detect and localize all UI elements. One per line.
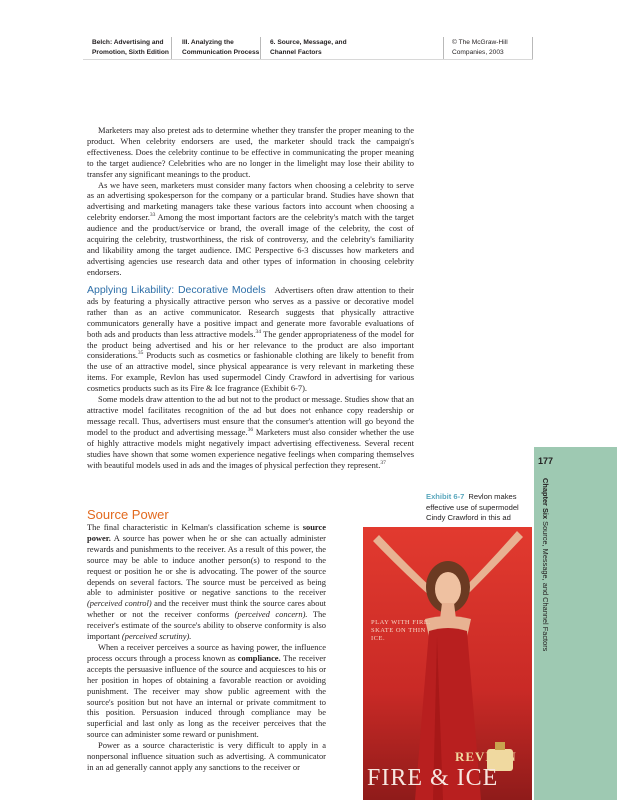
header-part: III. Analyzing the Communication Process <box>182 39 260 56</box>
footnote-ref: 34 <box>255 328 261 335</box>
body-top <box>87 125 414 278</box>
header-book: Belch: Advertising and Promotion, Sixth Edition <box>92 39 169 56</box>
ad-product: FIRE & ICE <box>367 765 499 791</box>
ad-tagline: PLAY WITH FIRE. SKATE ON THIN ICE. <box>371 619 431 642</box>
body-decorative-models <box>87 285 414 470</box>
footnote-ref: 37 <box>380 459 386 466</box>
header-copyright: © The McGraw-Hill Companies, 2003 <box>452 39 508 56</box>
header-divider <box>171 37 172 59</box>
exhibit-label: Exhibit 6-7 <box>426 492 465 501</box>
header-divider <box>443 37 444 59</box>
footnote-ref: 35 <box>137 350 144 357</box>
paragraph: Applying Likability: Decorative Models Advertisers often draw attention to their ads by featuring a physically attractive person who serves as a passive or decorative model rather than as an active communicator. Research suggests that physically attractive communicators generally have a positive impact and generate more favorable evaluations of both ads and products than less attractive models.$^{34}$ The gender appropriateness of the model for the product being advertised and his or her relevance to the product are also important considerations.$^{35}$ Products such as cosmetics or fashionable clothing are likely to benefit from the use of an attractive model, since physical appearance is very relevant in marketing these items. For example, Revlon has used supermodel Cindy Crawford in advertising for various cosmetics products such as its Fire & Ice fragrance (Exhibit 6-7). <box>87 284 414 394</box>
paragraph: The final characteristic in Kelman's classification scheme is source power. A source has power when he or she can actually administer rewards and punishments to the receiver. As a result of this power, the source may be able to induce another person(s) to respond to the request or position he or she is advocating. The power of the source depends on several factors. The source must be perceived as being able to administer positive or negative sanctions to the receiver (perceived control) and the receiver must think the source cares about whether or not the receiver conforms (perceived concern). The receiver's estimate of the source's ability to observe conformity is also important (perceived scrutiny). <box>87 522 327 642</box>
header-divider <box>260 37 261 59</box>
paragraph: As we have seen, marketers must consider many factors when choosing a celebrity to serve as an advertising spokesperson for the company or a particular brand. Studies have shown that advertising and marketing managers take these various factors into account when choosing a celebrity endorser.$^{33}$ Among the most important factors are the celebrity's match with the target audience and the product/service or brand, the overall image of the celebrity, the cost of acquiring the celebrity, trustworthiness, the risk of controversy, and the celebrity's familiarity and likability among the target audience. IMC Perspective 6-3 discusses how marketers and advertising agencies use research data and other types of information in choosing celebrity endorsers. <box>87 179 414 277</box>
paragraph: When a receiver perceives a source as having power, the influence process occurs through a process known as compliance. The receiver accepts the persuasive influence of the source and acquiesces to his or her position in hopes of obtaining a favorable reaction or avoiding punishment. The receiver may show public agreement with the source's position but not have an internal or private commitment to this position. Persuasion induced through compliance may be superficial and last only as long as the receiver perceives that the source can administer some reward or punishment. <box>87 641 326 740</box>
header-divider <box>532 37 533 59</box>
paragraph: Marketers may also pretest ads to determine whether they transfer the proper meaning to the product. When celebrity endorsers are used, the marketer should track the campaign's effectiveness. Does the celebrity continue to be effective in communicating the proper meaning to the target audience? Celebrities who are no longer in the limelight may lose their ability to transfer any significant meanings to the product. <box>87 125 414 179</box>
paragraph: Power as a source characteristic is very difficult to apply in a nonpersonal influence situation such as advertising. A communicator in an ad generally cannot apply any sanctions to the receiver or <box>87 740 326 772</box>
paragraph: Some models draw attention to the ad but not to the product or message. Studies show that an attractive model facilitates recognition of the ad but does not enhance copy readership or message recall. Thus, advertisers must ensure that the consumer's attention will go beyond the model to the product and advertising message.$^{36}$ Marketers must also consider whether the use of highly attractive models might negatively impact advertising effectiveness. Several recent studies have shown that some women experience negative feelings when comparing themselves with beautiful models used in ads and the images of physical perfection they represent.$^{37}$ <box>87 394 414 470</box>
footnote-ref: 33 <box>149 212 156 219</box>
ad-brand: REVLON <box>455 749 517 764</box>
footnote-ref: 36 <box>247 426 254 433</box>
body-source-power <box>87 522 326 773</box>
section-heading-decorative-models: Applying Likability: Decorative Models <box>87 284 266 296</box>
chapter-title: Chapter Six Source, Message, and Channel Factors <box>541 478 550 652</box>
page-number: 177 <box>538 456 554 466</box>
header-chapter: 6. Source, Message, and Channel Factors <box>270 39 347 56</box>
section-heading-source-power: Source Power <box>87 507 169 522</box>
header-rule <box>83 59 533 60</box>
revlon-ad-image <box>363 527 532 800</box>
exhibit-caption: Exhibit 6-7 Revlon makes effective use of supermodel Cindy Crawford in this ad <box>426 492 519 523</box>
